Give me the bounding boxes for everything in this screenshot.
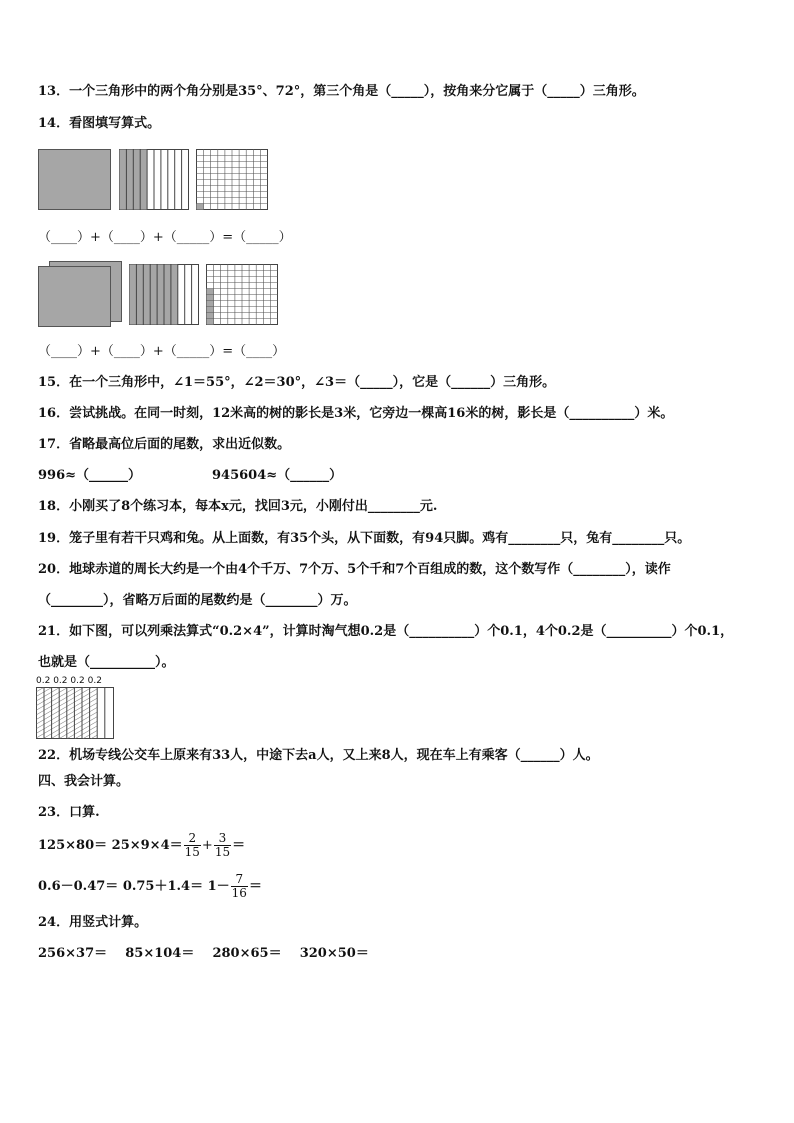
question-19: 19．笼子里有若干只鸡和兔。从上面数，有35个头，从下面数，有94只脚。鸡有________只，兔有________只。: [38, 531, 691, 546]
hundred-square-front: [38, 266, 111, 327]
question-21-line1: 21．如下图，可以列乘法算式“0.2×4”，计算时淘气想0.2是（__________）个0.1，4个0.2是（__________）个0.1，: [38, 624, 734, 639]
calc-item: 256×37＝: [38, 946, 108, 961]
question-24-title: 24．用竖式计算。: [38, 915, 148, 930]
calc-item: 280×65＝: [212, 946, 282, 961]
calc-item: 0.75＋1.4＝: [122, 879, 204, 894]
question-22: 22．机场专线公交车上原来有33人，中途下去a人，又上来8人，现在车上有乘客（______）人。: [38, 748, 599, 763]
question-14-row1: （____）+（____）+（_____）=（_____）: [38, 230, 292, 245]
calc-item: 125×80＝: [38, 838, 108, 853]
question-17-b: 945604≈（______）: [212, 468, 343, 483]
question-24-items: [38, 946, 369, 962]
decimal-label: 0.2: [70, 676, 85, 686]
hundred-square-1: [38, 149, 111, 210]
calc-item: 1－: [207, 879, 230, 894]
decimal-label: 0.2: [87, 676, 102, 686]
question-20-line1: 20．地球赤道的周长大约是一个由4个千万、7个万、5个千和7个百组成的数，这个数写作（________），读作: [38, 562, 671, 577]
question-13: 13．一个三角形中的两个角分别是35°、72°，第三个角是（_____），按角来分它属于（_____）三角形。: [38, 84, 645, 99]
question-23-title: 23．口算.: [38, 805, 100, 820]
question-17-a: 996≈（______）: [38, 468, 142, 483]
calc-item: 0.6－0.47＝: [38, 879, 119, 894]
question-21-line2: 也就是（__________）。: [38, 655, 175, 670]
question-15: 15．在一个三角形中，∠1＝55°，∠2＝30°，∠3＝（_____），它是（______）三角形。: [38, 375, 556, 390]
hundredths-grid-figure-1: [196, 149, 268, 210]
fraction: $\frac{3}{15}$: [214, 831, 231, 859]
decimal-strip-figure: [36, 687, 114, 739]
fraction: $\frac{7}{16}$: [231, 872, 247, 900]
tenths-strip-figure-1: [119, 149, 189, 210]
question-23-row2: 0.6－0.47＝ 0.75＋1.4＝ 1－ $\frac{7}{16}$ ＝: [38, 872, 262, 900]
question-14-row2: （____）+（____）+（_____）=（____）: [38, 344, 286, 359]
hundredths-grid-figure-2: [206, 264, 278, 325]
calc-item: 320×50＝: [299, 946, 369, 961]
question-17-title: 17．省略最高位后面的尾数，求出近似数。: [38, 437, 291, 452]
decimal-label: 0.2: [36, 676, 51, 686]
section-4-title: 四、我会计算。: [38, 774, 130, 789]
tenths-strip-figure-2: [129, 264, 199, 325]
calc-item: 25×9×4＝: [111, 838, 183, 853]
question-20-line2: （________），省略万后面的尾数约是（________）万。: [38, 593, 357, 608]
decimal-labels: [36, 676, 102, 686]
question-23-row1: 125×80＝ 25×9×4＝ $\frac{2}{15}$ + $\frac{3}{15}$ ＝: [38, 831, 246, 859]
question-18: 18．小刚买了8个练习本，每本x元，找回3元，小刚付出________元.: [38, 499, 438, 514]
calc-item: 85×104＝: [125, 946, 195, 961]
fraction: $\frac{2}{15}$: [184, 831, 200, 859]
question-16: 16．尝试挑战。在同一时刻，12米高的树的影长是3米，它旁边一棵高16米的树，影长是（__________）米。: [38, 406, 674, 421]
question-14-title: 14．看图填写算式。: [38, 116, 161, 131]
decimal-label: 0.2: [53, 676, 68, 686]
